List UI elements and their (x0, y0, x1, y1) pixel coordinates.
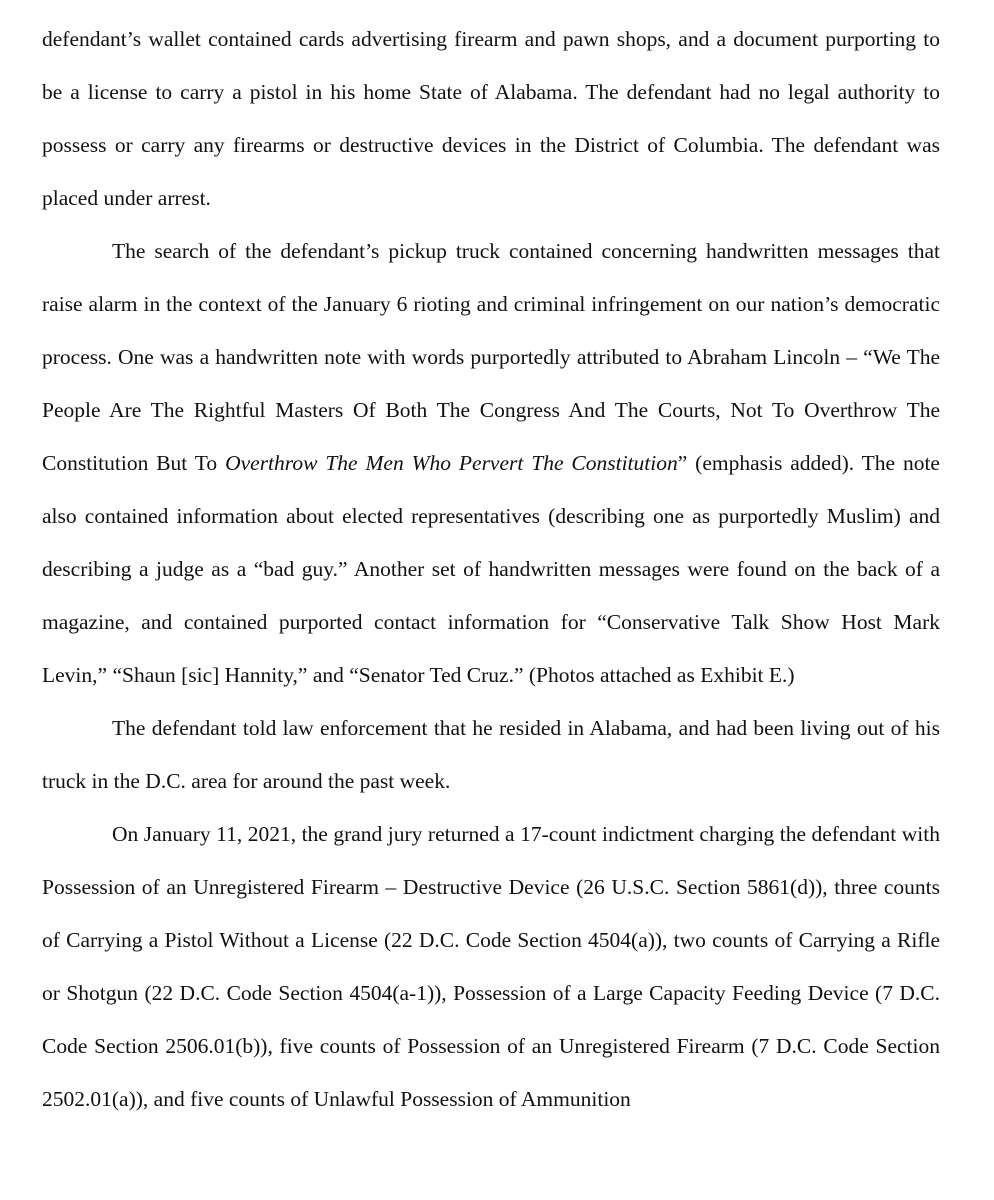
paragraph-text: On January 11, 2021, the grand jury returned a 17-count indictment charging the defendant with Possession of an Unregistered Firearm – Destructive Device (26 U.S.C. Section 5861(d)), three counts of Carrying a Pistol Without a License (22 D.C. Code Section 4504(a)), two counts of Carrying a Rifle or Shotgun (22 D.C. Code Section 4504(a-1)), Possession of a Large Capacity Feeding Device (7 D.C. Code Section 2506.01(b)), five counts of Possession of an Unregistered Firearm (7 D.C. Code Section 2502.01(a)), and five counts of Unlawful Possession of Ammunition (42, 822, 940, 1111)
paragraph-text: The defendant told law enforcement that he resided in Alabama, and had been living out of his truck in the D.C. area for around the past week. (42, 716, 940, 793)
paragraph-text-continued: ” (emphasis added). The note also contained information about elected representatives (describing one as purportedly Muslim) and describing a judge as a “bad guy.” Another set of handwritten messages were found on the back of a magazine, and contained purported contact information for “Conservative Talk Show Host Mark Levin,” “Shaun [sic] Hannity,” and “Senator Ted Cruz.” (Photos attached as Exhibit E.) (42, 451, 940, 687)
paragraph-text: defendant’s wallet contained cards advertising firearm and pawn shops, and a document purporting to be a license to carry a pistol in his home State of Alabama. The defendant had no legal authority to possess or carry any firearms or destructive devices in the District of Columbia. The defendant was placed under arrest. (42, 27, 940, 210)
paragraph-handwritten-messages (42, 225, 940, 702)
document-page (42, 13, 940, 1126)
paragraph-text: The search of the defendant’s pickup truck contained concerning handwritten messages that raise alarm in the context of the January 6 rioting and criminal infringement on our nation’s democratic process. One was a handwritten note with words purportedly attributed to Abraham Lincoln – “We The People Are The Rightful Masters Of Both The Congress And The Courts, Not To Overthrow The Constitution But To (42, 239, 940, 475)
paragraph-indictment (42, 808, 940, 1126)
emphasized-quote: Overthrow The Men Who Pervert The Constitution (225, 451, 678, 475)
paragraph-wallet-contents (42, 13, 940, 225)
paragraph-residence (42, 702, 940, 808)
